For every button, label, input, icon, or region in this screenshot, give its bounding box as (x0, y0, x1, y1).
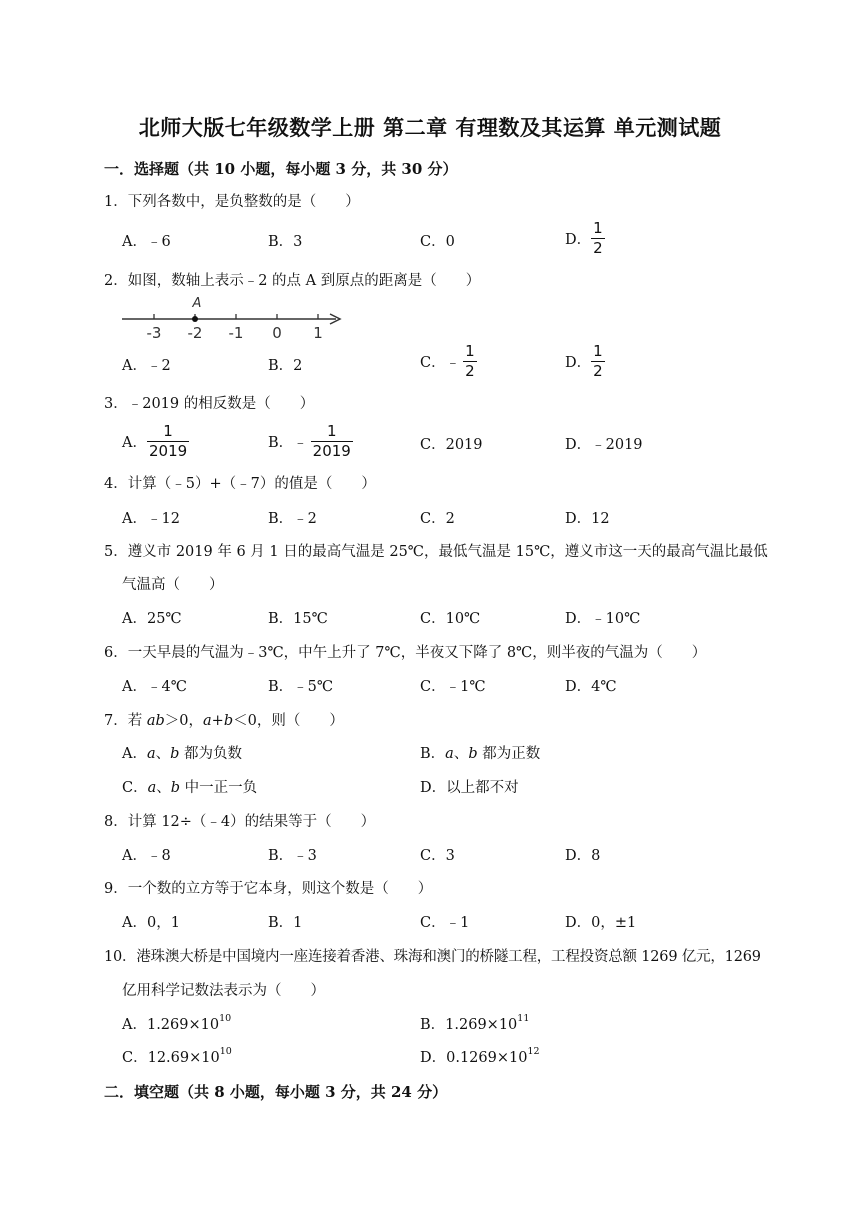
question-10-stem-line-2: 亿用科学记数法表示为（ ） (122, 983, 325, 999)
question-5-option-a: A．25℃ (122, 611, 182, 627)
question-10-option-a: A．$1.269\times 10^{10}$ (122, 1013, 232, 1033)
question-1-option-b: B．3 (268, 234, 303, 250)
question-1-stem: 1．下列各数中，是负整数的是（ ） (104, 194, 360, 210)
question-7-option-a: A．a、b 都为负数 (122, 746, 243, 762)
number-line-point-label: A (192, 296, 202, 311)
number-line-figure (120, 292, 346, 344)
number-line-tick-label: -2 (187, 324, 203, 342)
question-9-option-c: C．﹣1 (420, 915, 470, 931)
question-10-stem-line-1: 10．港珠澳大桥是中国境内一座连接着香港、珠海和澳门的桥隧工程，工程投资总额 1269 亿元，1269 (104, 949, 761, 965)
question-3-stem: 3．﹣2019 的相反数是（ ） (104, 396, 315, 412)
page-title: 北师大版七年级数学上册 第二章 有理数及其运算 单元测试题 (138, 115, 722, 140)
number-line-point-a (192, 316, 198, 322)
question-9-option-d: D．0，±1 (565, 915, 637, 931)
question-4-option-d: D．12 (565, 511, 610, 527)
question-8-stem: 8．计算 12÷（﹣4）的结果等于（ ） (104, 814, 376, 830)
question-3-option-c: C．2019 (420, 437, 483, 453)
fraction: $\frac{1}{2}$ (593, 219, 603, 257)
question-10-option-b: B．$1.269\times 10^{11}$ (420, 1013, 530, 1033)
question-8-option-b: B．﹣3 (268, 848, 317, 864)
question-5-option-c: C．10℃ (420, 611, 481, 627)
question-5-stem-line-2: 气温高（ ） (122, 577, 224, 593)
question-7-option-b: B．a、b 都为正数 (420, 746, 541, 762)
question-10-option-d: D．$0.1269\times 10^{12}$ (420, 1046, 540, 1066)
section-heading-fill: 二．填空题（共 8 小题，每小题 3 分，共 24 分） (104, 1083, 448, 1101)
section-heading-choice: 一．选择题（共 10 小题，每小题 3 分，共 30 分） (104, 160, 458, 178)
number-line-tick-label: 0 (272, 324, 282, 342)
question-2-stem: 2．如图，数轴上表示﹣2 的点 A 到原点的距离是（ ） (104, 273, 481, 289)
question-4-option-c: C．2 (420, 511, 455, 527)
question-7-stem: 7．若 ab＞0，a+b＜0，则（ ） (104, 713, 344, 729)
question-5-option-b: B．15℃ (268, 611, 328, 627)
question-1-option-a: A．﹣6 (122, 234, 171, 250)
question-4-option-a: A．﹣12 (122, 511, 180, 527)
question-8-option-a: A．﹣8 (122, 848, 171, 864)
question-8-option-c: C．3 (420, 848, 455, 864)
number-line-tick-label: -3 (146, 324, 162, 342)
question-2-option-b: B．2 (268, 358, 303, 374)
question-6-option-d: D．4℃ (565, 679, 617, 695)
question-4-option-b: B．﹣2 (268, 511, 317, 527)
question-1-option-c: C．0 (420, 234, 455, 250)
question-3-option-d: D．﹣2019 (565, 437, 643, 453)
number-line-tick-label: -1 (228, 324, 244, 342)
question-2-option-d: D． $\frac{1}{2}$ (565, 342, 603, 380)
fraction: $\frac{1}{2019}$ (148, 422, 188, 460)
question-9-option-a: A．0，1 (122, 915, 180, 931)
question-1-option-d: D． $\frac{1}{2}$ (565, 219, 603, 257)
question-9-stem: 9．一个数的立方等于它本身，则这个数是（ ） (104, 881, 433, 897)
fraction: $\frac{1}{2}$ (465, 342, 475, 380)
question-9-option-b: B．1 (268, 915, 303, 931)
fraction: $\frac{1}{2}$ (593, 342, 603, 380)
question-2-option-a: A．﹣2 (122, 358, 171, 374)
question-7-option-c: C．a、b 中一正一负 (122, 780, 258, 796)
question-5-option-d: D．﹣10℃ (565, 611, 641, 627)
question-6-option-a: A．﹣4℃ (122, 679, 187, 695)
number-line-tick-label: 1 (313, 324, 323, 342)
question-6-option-b: B．﹣5℃ (268, 679, 334, 695)
question-8-option-d: D．8 (565, 848, 601, 864)
question-6-option-c: C．﹣1℃ (420, 679, 486, 695)
question-3-option-b: B．﹣ $\frac{1}{2019}$ (268, 422, 351, 460)
fraction: $\frac{1}{2019}$ (312, 422, 351, 460)
question-3-option-a: A． $\frac{1}{2019}$ (122, 422, 188, 460)
question-7-option-d: D．以上都不对 (420, 780, 519, 796)
question-10-option-c: C．$12.69\times 10^{10}$ (122, 1046, 232, 1066)
question-2-option-c: C．﹣ $\frac{1}{2}$ (420, 342, 475, 380)
question-6-stem: 6．一天早晨的气温为﹣3℃，中午上升了 7℃，半夜又下降了 8℃，则半夜的气温为（ ） (104, 645, 707, 661)
question-4-stem: 4．计算（﹣5）+（﹣7）的值是（ ） (104, 476, 376, 492)
question-5-stem-line-1: 5．遵义市 2019 年 6 月 1 日的最高气温是 25℃，最低气温是 15℃，遵义市这一天的最高气温比最低 (104, 544, 768, 560)
